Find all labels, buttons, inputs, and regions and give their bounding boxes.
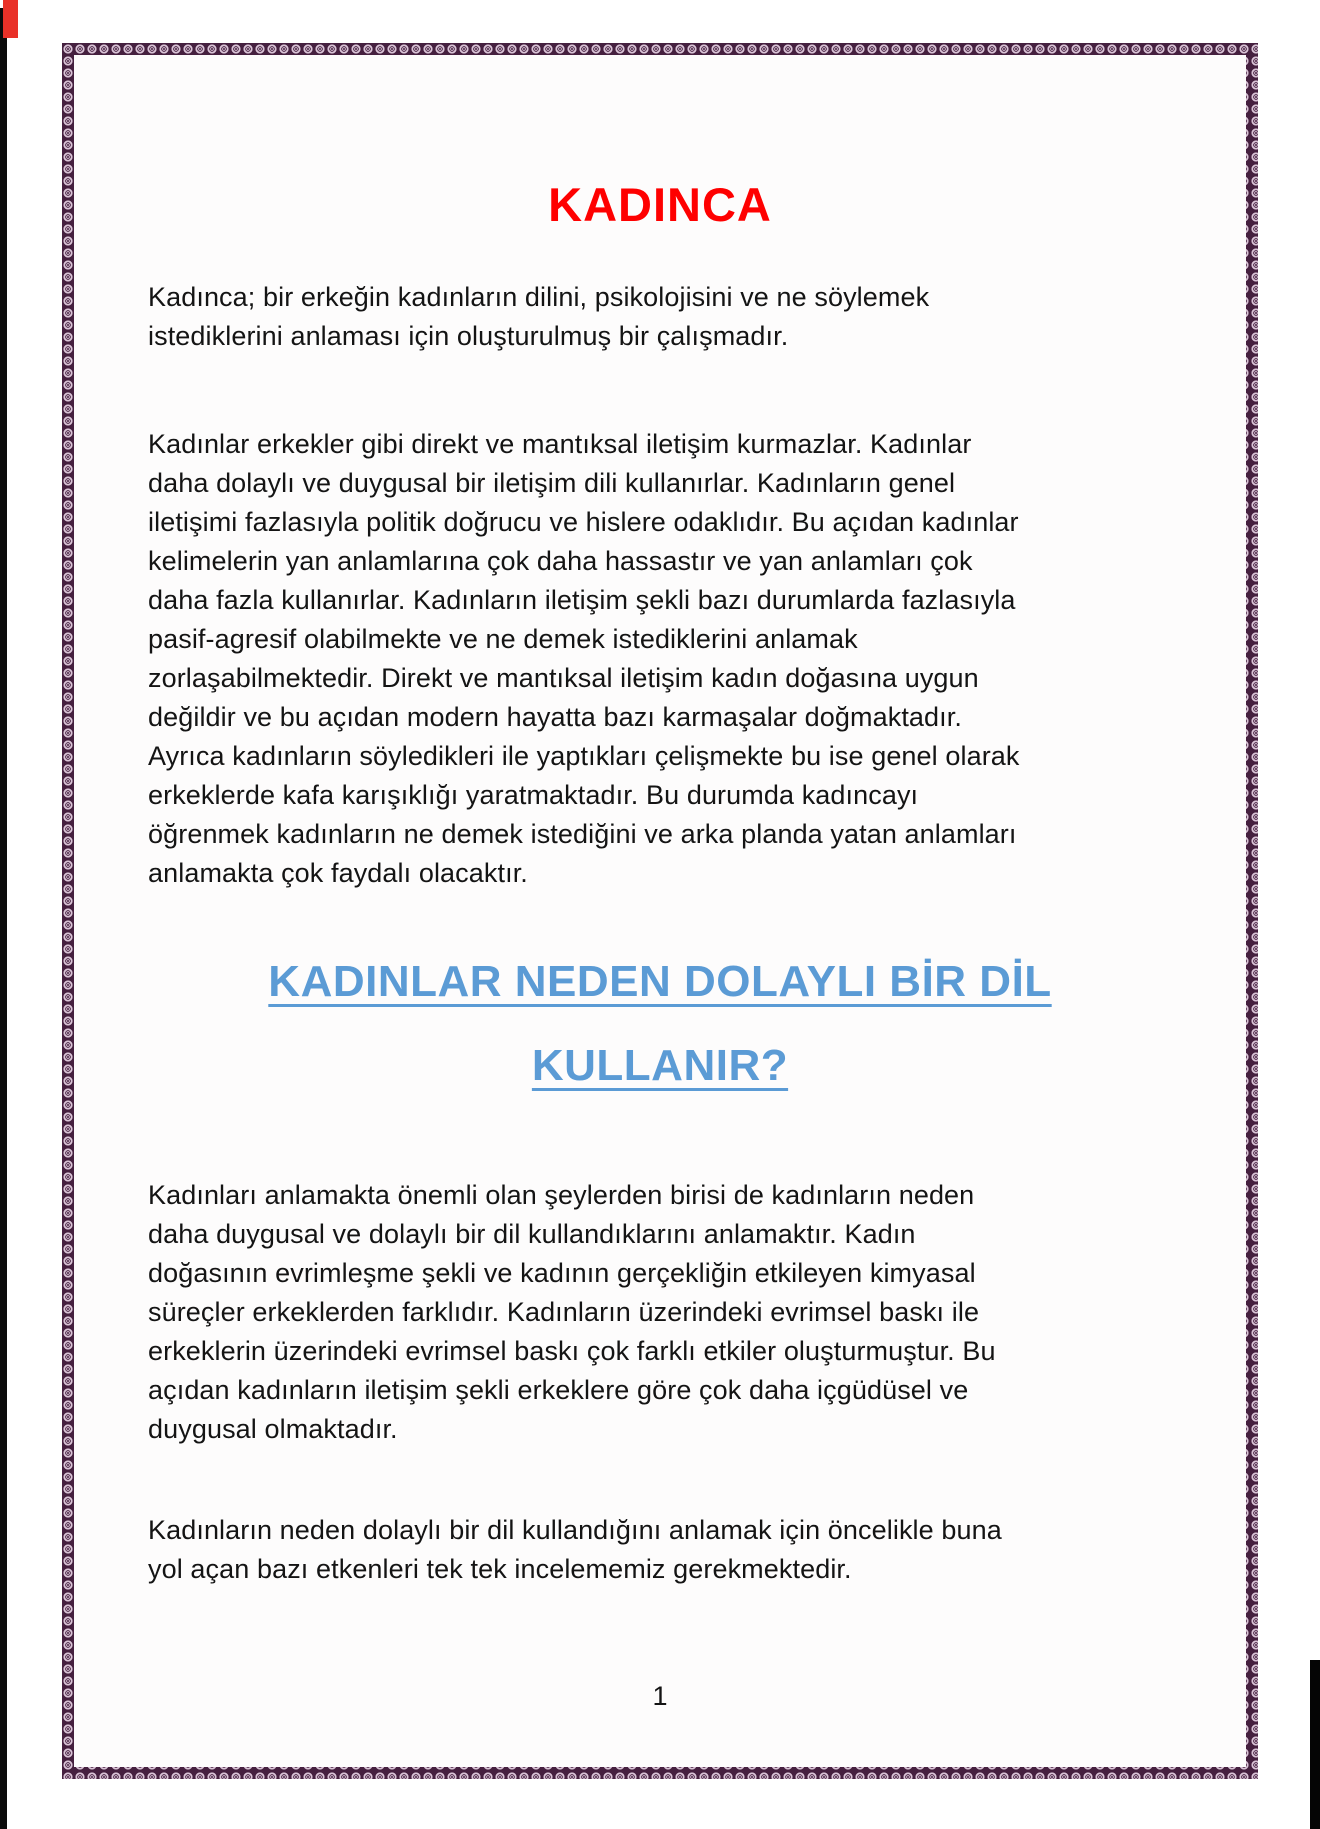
text-line: pasif-agresif olabilmekte ve ne demek istediklerini anlamak [148,624,858,654]
document-title-text: KADINCA [548,178,772,231]
text-line: doğasının evrimleşme şekli ve kadının gerçekliğin etkileyen kimyasal [148,1258,976,1288]
text-line: kelimelerin yan anlamlarına çok daha hassastır ve yan anlamları çok [148,546,973,576]
scan-artifact-left-edge [0,8,7,1829]
text-line: duygusal olmaktadır. [148,1414,398,1444]
text-line: zorlaşabilmektedir. Direkt ve mantıksal iletişim kadın doğasına uygun [148,663,979,693]
document-title [62,177,1258,233]
text-line: açıdan kadınların iletişim şekli erkeklere göre çok daha içgüdüsel ve [148,1375,969,1405]
text-line: Kadınları anlamakta önemli olan şeylerden birisi de kadınların neden [148,1180,975,1210]
text-line: daha duygusal ve dolaylı bir dil kullandıklarını anlamaktır. Kadın [148,1219,916,1249]
scan-artifact-right-edge [1310,1660,1320,1829]
paragraph-intro [148,278,1108,356]
text-line: daha fazla kullanırlar. Kadınların iletişim şekli bazı durumlarda fazlasıyla [148,585,1016,615]
text-line: öğrenmek kadınların ne demek istediğini ve arka planda yatan anlamları [148,819,1017,849]
page-number: 1 [652,1681,668,1711]
text-line: iletişimi fazlasıyla politik doğrucu ve hislere odaklıdır. Bu açıdan kadınlar [148,507,1019,537]
text-line: erkeklerin üzerindeki evrimsel baskı çok farklı etkiler oluşturmuştur. Bu [148,1336,996,1366]
section-heading-line-2 [62,1024,1258,1108]
section-heading-line-1 [62,940,1258,1024]
text-line: Ayrıca kadınların söyledikleri ile yaptıkları çelişmekte bu ise genel olarak [148,741,1020,771]
paragraph-communication [148,425,1108,893]
text-line: anlamakta çok faydalı olacaktır. [148,858,528,888]
paragraph-factors [148,1511,1108,1589]
section-heading-text-1: KADINLAR NEDEN DOLAYLI BİR DİL [268,957,1052,1006]
text-line: istediklerini anlaması için oluşturulmuş bir çalışmadır. [148,321,789,351]
text-line: süreçler erkeklerden farklıdır. Kadınların üzerindeki evrimsel baskı ile [148,1297,980,1327]
text-line: Kadınların neden dolaylı bir dil kullandığını anlamak için öncelikle buna [148,1515,1002,1545]
text-line: daha dolaylı ve duygusal bir iletişim dili kullanırlar. Kadınların genel [148,468,956,498]
text-line: değildir ve bu açıdan modern hayatta bazı karmaşalar doğmaktadır. [148,702,962,732]
text-line: yol açan bazı etkenleri tek tek incelememiz gerekmektedir. [148,1554,852,1584]
section-heading [62,940,1258,1108]
section-heading-text-2: KULLANIR? [531,1041,789,1090]
text-line: Kadınlar erkekler gibi direkt ve mantıksal iletişim kurmazlar. Kadınlar [148,429,972,459]
scan-artifact-red-mark [3,0,18,38]
text-line: Kadınca; bir erkeğin kadınların dilini, psikolojisini ve ne söylemek [148,282,930,312]
text-line: erkeklerde kafa karışıklığı yaratmaktadır. Bu durumda kadıncayı [148,780,919,810]
paragraph-why-indirect [148,1176,1108,1449]
